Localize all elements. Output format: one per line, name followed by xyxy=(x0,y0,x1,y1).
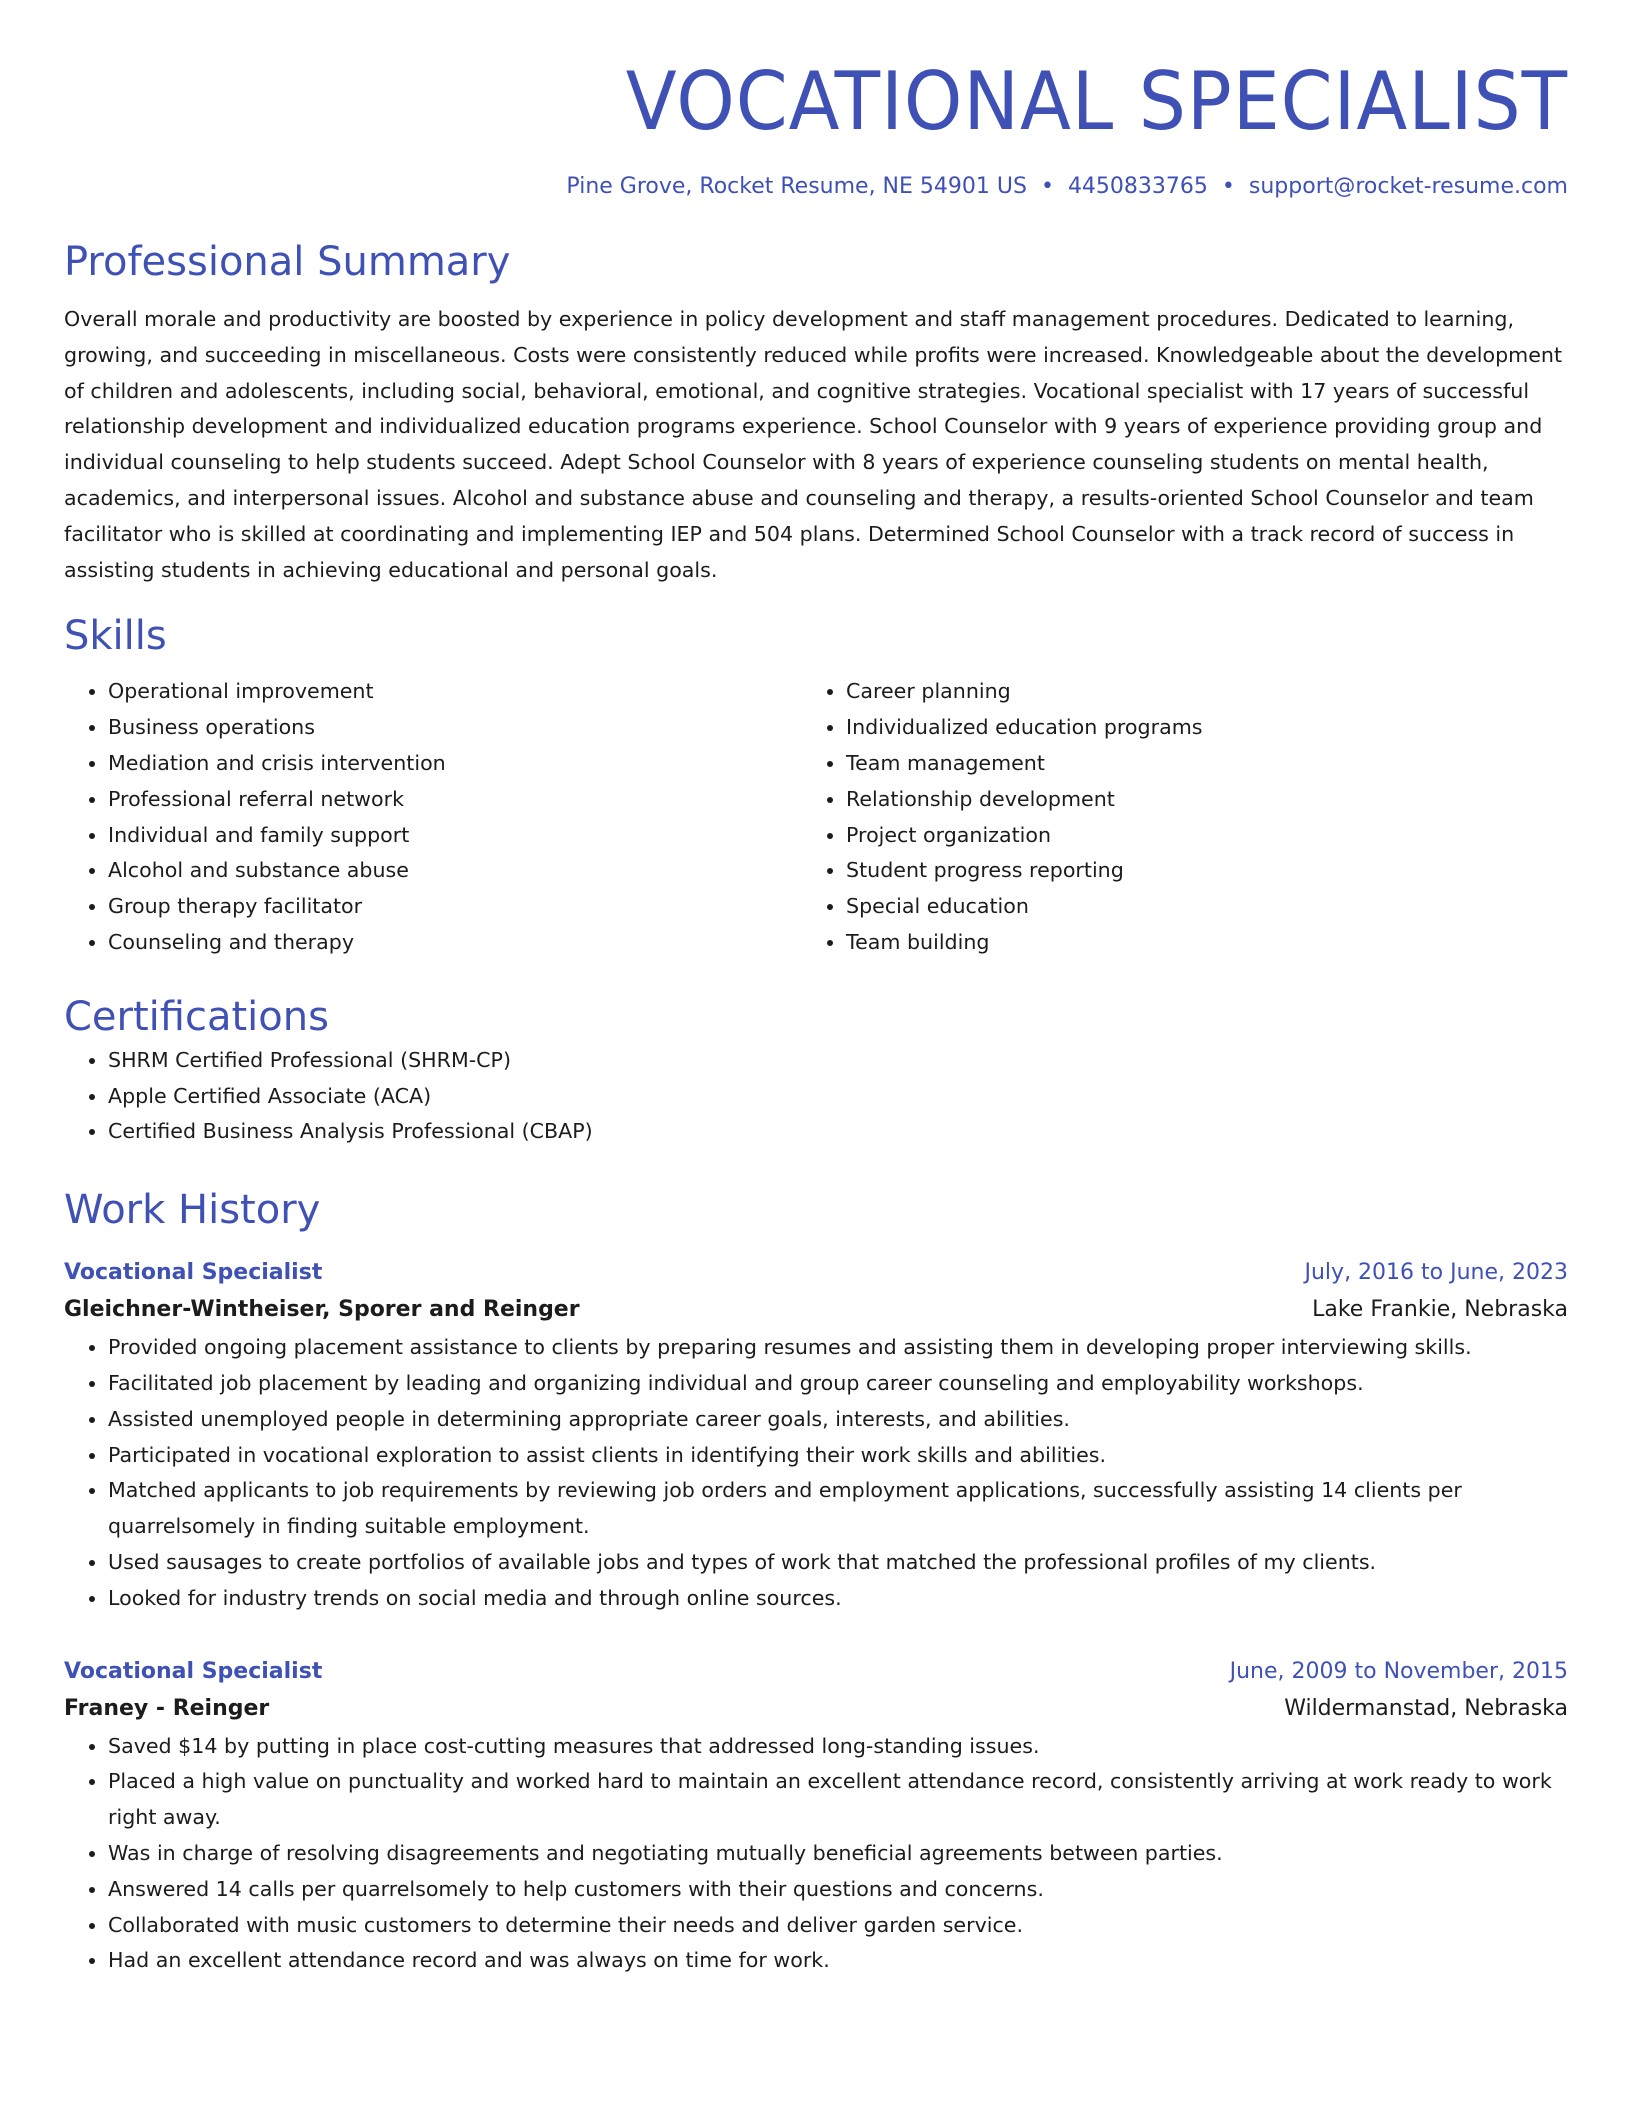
job-duty-item: • Facilitated job placement by leading and organizing individual and group career counseling and employability workshops. xyxy=(108,1366,1568,1402)
skill-item: • Special education xyxy=(846,889,1540,925)
job-title-row xyxy=(64,1655,1568,1689)
job-company-row xyxy=(64,1689,1568,1729)
job-duty-item: • Saved $14 by putting in place cost-cutting measures that addressed long-standing issues. xyxy=(108,1729,1568,1765)
job-company-row xyxy=(64,1290,1568,1330)
contact-email[interactable]: support@rocket-resume.com xyxy=(1248,174,1568,199)
job-title-row xyxy=(64,1256,1568,1290)
job-company: Gleichner-Wintheiser, Sporer and Reinger xyxy=(64,1297,580,1323)
skills-column-right xyxy=(802,674,1540,960)
skill-item: • Professional referral network xyxy=(108,782,802,818)
job-duty-item: • Placed a high value on punctuality and worked hard to maintain an excellent attendance record, consistently arriving at work ready to work right away. xyxy=(108,1764,1568,1836)
candidate-name: VOCATIONAL SPECIALIST xyxy=(625,55,1568,148)
skill-item: • Business operations xyxy=(108,710,802,746)
job-duty-item: • Had an excellent attendance record and was always on time for work. xyxy=(108,1943,1568,1979)
skill-item: • Team building xyxy=(846,925,1540,961)
job-duties-list xyxy=(64,1729,1568,1980)
contact-separator: • xyxy=(1221,174,1235,199)
certifications-heading: Certifications xyxy=(64,993,329,1040)
job-duty-item: • Collaborated with music customers to determine their needs and deliver garden service. xyxy=(108,1908,1568,1944)
certification-item: • Apple Certified Associate (ACA) xyxy=(108,1079,1568,1115)
contact-separator: • xyxy=(1040,174,1054,199)
summary-text: Overall morale and productivity are boosted by experience in policy development and staff management procedures. Dedicated to learning, growing, and succeeding in miscellaneous. Costs were consistently reduced while profits were increased. Knowledgeable about the development of children and adolescents, including social, behavioral, emotional, and cognitive strategies. Vocational specialist with 17 years of successful relationship development and individualized education programs experience. School Counselor with 9 years of experience providing group and individual counseling to help students succeed. Adept School Counselor with 8 years of experience counseling students on mental health, academics, and interpersonal issues. Alcohol and substance abuse and counseling and therapy, a results-oriented School Counselor and team facilitator who is skilled at coordinating and implementing IEP and 504 plans. Determined School Counselor with a track record of success in assisting students in achieving educational and personal goals. xyxy=(64,307,1563,582)
job-duty-item: • Matched applicants to job requirements by reviewing job orders and employment applications, successfully assisting 14 clients per quarrelsomely in finding suitable employment. xyxy=(108,1473,1568,1545)
skill-item: • Alcohol and substance abuse xyxy=(108,853,802,889)
skill-item: • Mediation and crisis intervention xyxy=(108,746,802,782)
contact-line xyxy=(64,172,1568,202)
skill-item: • Relationship development xyxy=(846,782,1540,818)
job-duties-list xyxy=(64,1330,1568,1616)
job-dates: July, 2016 to June, 2023 xyxy=(1304,1260,1568,1286)
resume-header xyxy=(64,50,1568,202)
skills-heading: Skills xyxy=(64,613,167,660)
job-entry xyxy=(64,1655,1568,1980)
job-duty-item: • Assisted unemployed people in determining appropriate career goals, interests, and abilities. xyxy=(108,1402,1568,1438)
job-duty-item: • Participated in vocational exploration to assist clients in identifying their work skills and abilities. xyxy=(108,1438,1568,1474)
skill-item: • Counseling and therapy xyxy=(108,925,802,961)
certifications-list xyxy=(64,1043,1568,1150)
skill-item: • Individualized education programs xyxy=(846,710,1540,746)
job-location: Wildermanstad, Nebraska xyxy=(1284,1695,1568,1721)
job-duty-item: • Answered 14 calls per quarrelsomely to help customers with their questions and concerns. xyxy=(108,1872,1568,1908)
contact-address: Pine Grove, Rocket Resume, NE 54901 US xyxy=(566,174,1027,199)
skills-column-left xyxy=(64,674,802,960)
skill-item: • Student progress reporting xyxy=(846,853,1540,889)
job-company: Franey - Reinger xyxy=(64,1695,270,1721)
skill-item: • Group therapy facilitator xyxy=(108,889,802,925)
skills-list-right xyxy=(802,674,1540,960)
job-location: Lake Frankie, Nebraska xyxy=(1312,1297,1568,1323)
certification-item: • SHRM Certified Professional (SHRM-CP) xyxy=(108,1043,1568,1079)
skill-item: • Team management xyxy=(846,746,1540,782)
skill-item: • Individual and family support xyxy=(108,818,802,854)
job-dates: June, 2009 to November, 2015 xyxy=(1229,1658,1568,1684)
job-duty-item: • Looked for industry trends on social media and through online sources. xyxy=(108,1581,1568,1617)
skill-item: • Career planning xyxy=(846,674,1540,710)
job-title: Vocational Specialist xyxy=(64,1260,323,1286)
job-duty-item: • Was in charge of resolving disagreements and negotiating mutually beneficial agreements between parties. xyxy=(108,1836,1568,1872)
job-entry xyxy=(64,1256,1568,1616)
contact-phone[interactable]: 4450833765 xyxy=(1067,174,1208,199)
skill-item: • Project organization xyxy=(846,818,1540,854)
job-duty-item: • Used sausages to create portfolios of available jobs and types of work that matched the professional profiles of my clients. xyxy=(108,1545,1568,1581)
job-duty-item: • Provided ongoing placement assistance to clients by preparing resumes and assisting them in developing proper interviewing skills. xyxy=(108,1330,1568,1366)
skill-item: • Operational improvement xyxy=(108,674,802,710)
certification-item: • Certified Business Analysis Professional (CBAP) xyxy=(108,1114,1568,1150)
job-title: Vocational Specialist xyxy=(64,1658,323,1684)
summary-heading: Professional Summary xyxy=(64,239,511,285)
work-history-heading: Work History xyxy=(64,1187,321,1234)
skills-grid xyxy=(64,674,1568,960)
skills-list-left xyxy=(64,674,802,960)
